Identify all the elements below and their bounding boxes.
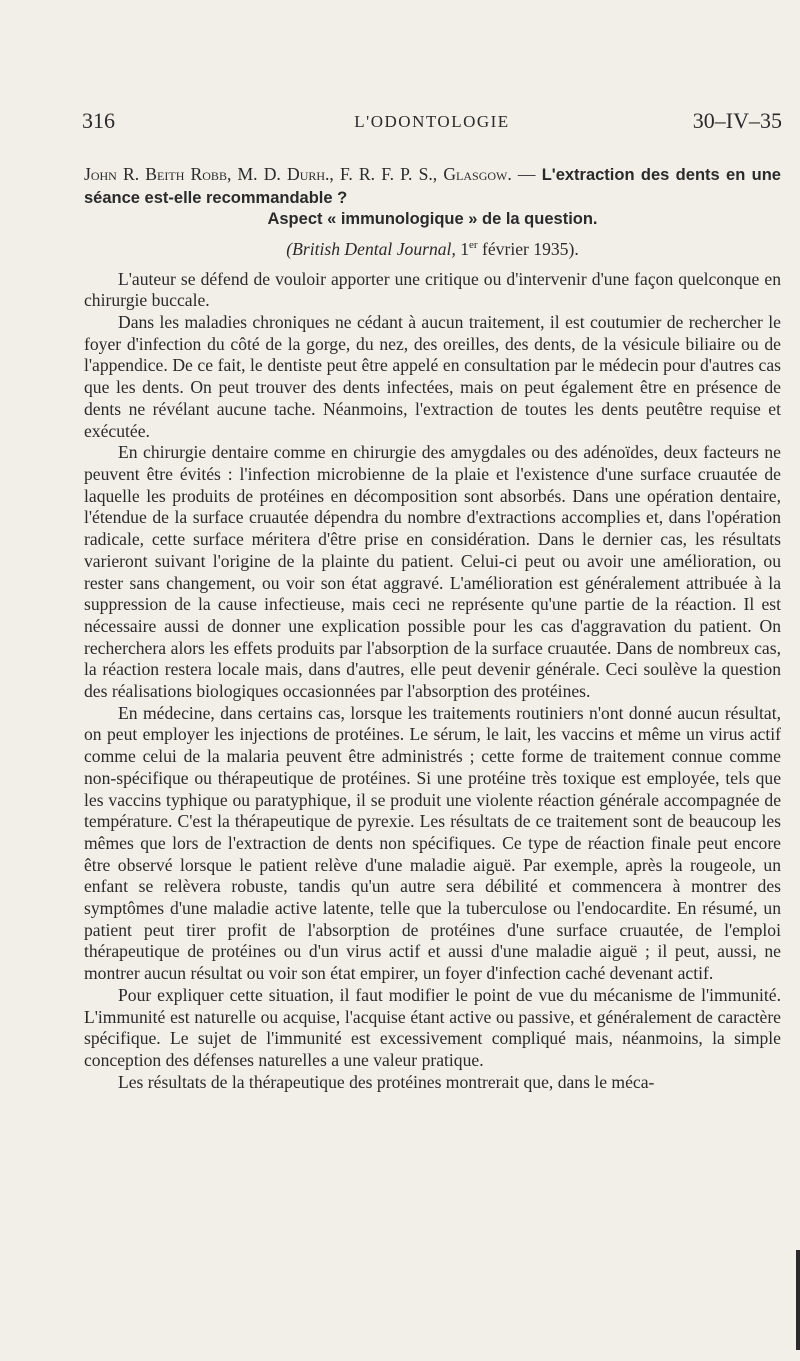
source-citation (84, 235, 781, 261)
journal-title: L'ODONTOLOGIE (354, 112, 510, 131)
paragraph: En médecine, dans certains cas, lorsque les traitements routiniers n'ont donné aucun résultat, on peut employer les injections de protéines. Le sérum, le lait, les vaccins et même un virus actif comme celui de la malaria peuvent être administrés ; cette forme de traitement connue comme non-spécifique ou thérapeutique de protéines. Si une protéine très toxique est employée, tels que les vaccins typhique ou paratyphique, il se produit une violente réaction générale accompagnée de température. C'est la thérapeutique de pyrexie. Les résultats de ce traitement sont de beaucoup les mêmes que lors de l'extraction de dents non spécifiques. Ce type de réaction finale peut encore être observé lorsque le patient relève d'une maladie aiguë. Par exemple, après la rougeole, un enfant se relèvera robuste, tandis qu'un autre sera débilité et commencera à montrer des symptômes d'une maladie active latente, telle que la tuberculose ou l'endocardite. En résumé, un patient peut tirer profit de l'absorption de protéines d'une surface cruautée, de l'emploi thérapeutique de protéines ou d'un virus actif et aussi d'une maladie aiguë ; il peut, aussi, ne montrer aucun résultat ou voir son état empirer, un foyer d'infection caché devenant actif. (84, 702, 781, 984)
issue-date: 30–IV–35 (692, 108, 782, 133)
paragraph: En chirurgie dentaire comme en chirurgie des amygdales ou des adénoïdes, deux facteurs ne peuvent être évités : l'infection microbienne de la plaie et l'existence d'une surface cruautée de laquelle les produits de protéines en décomposition sont absorbés. Dans une opération dentaire, l'étendue de la surface cruautée dépendra du nombre d'extractions accomplies et, dans l'opération radicale, cette surface méritera d'être prise en considération. Dans le dernier cas, les résultats varieront suivant l'origine de la plainte du patient. Celui-ci peut ou avoir une amélioration, ou rester sans changement, ou voir son état aggravé. L'amélioration est généralement attribuée à la suppression de la cause infectieuse, mais ceci ne représente qu'une partie de la réaction. Il est nécessaire aussi de donner une explication possible pour les cas d'aggravation du patient. On recherchera alors les effets produits par l'absorption de la surface cruautée. Dans de nombreux cas, la réaction restera locale mais, dans d'autres, elle peut devenir générale. Ceci soulève la question des réalisations biologiques occasionnées par l'absorption des protéines. (84, 442, 781, 702)
running-header (82, 108, 782, 138)
source-day-sup: er (469, 239, 478, 252)
paragraph: Les résultats de la thérapeutique des protéines montrerait que, dans le méca- (118, 1071, 655, 1092)
paragraph: Dans les maladies chroniques ne cédant à aucun traitement, il est coutumier de rechercher le foyer d'infection du côté de la gorge, du nez, des oreilles, des dents, de la vésicule biliaire ou de l'appendice. De ce fait, le dentiste peut être appelé en consultation par le médecin pour d'autres cas que les dents. On peut trouver des dents infectées, mais on peut également être en présence de dents ne révélant aucune tache. Néanmoins, l'extraction de toutes les dents peutêtre requise et exécutée. (84, 312, 781, 441)
article-title: L'extraction des dents en une séance est-elle recommandable ? (84, 166, 781, 207)
page-edge-mark (796, 1250, 800, 1350)
article (84, 164, 781, 1093)
page-number: 316 (82, 108, 115, 133)
source-date: février 1935). (482, 238, 579, 259)
authors: John R. Beith Robb, M. D. Durh., F. R. F. P. S., Glasgow. — (84, 164, 536, 184)
article-subtitle: Aspect « immunologique » de la question. (267, 210, 598, 229)
source-day: 1 (460, 238, 470, 259)
article-heading (84, 164, 781, 231)
source-journal: (British Dental Journal, (286, 238, 456, 259)
paragraph: Pour expliquer cette situation, il faut modifier le point de vue du mécanisme de l'immunité. L'immunité est naturelle ou acquise, l'acquise étant active ou passive, et généralement de caractère spécifique. Le sujet de l'immunité est excessivement compliqué mais, néanmoins, la simple conception des défenses naturelles a une valeur pratique. (84, 984, 781, 1070)
paragraph: L'auteur se défend de vouloir apporter une critique ou d'intervenir d'une façon quelconque en chirurgie buccale. (84, 268, 781, 311)
